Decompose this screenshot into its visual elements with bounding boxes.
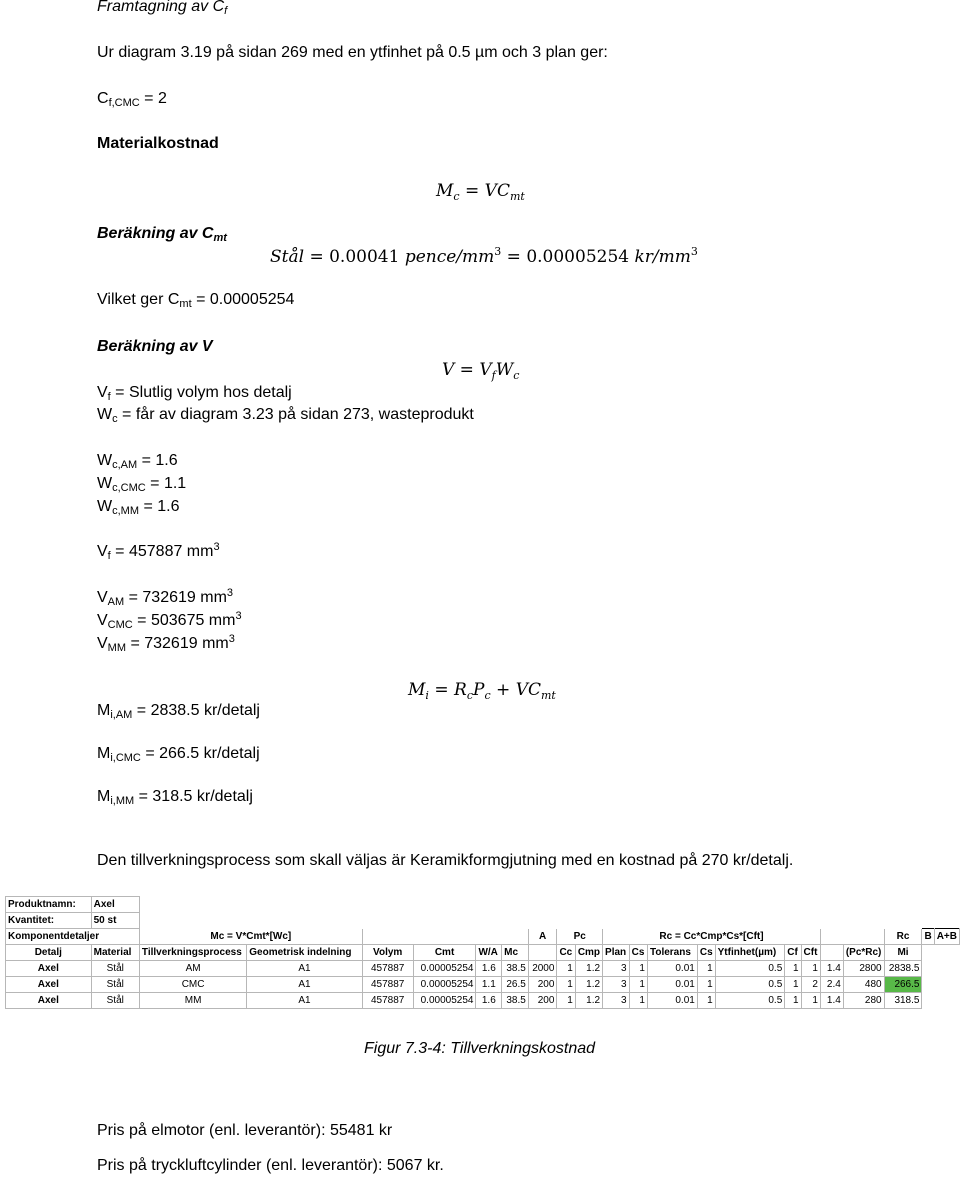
col-header: Detalj	[6, 945, 92, 961]
col-header: Cmp	[575, 945, 602, 961]
wc-am-line: $W_{c,AM} = 1.6$	[97, 452, 178, 471]
col-header: Cs	[629, 945, 647, 961]
heading-cf: Framtagning av $C_f$	[97, 0, 228, 17]
table-cell: 3	[603, 961, 630, 977]
formula-mc-text: Mc = V*Cmt*[Wc]	[139, 929, 362, 945]
table-cell: 0.01	[647, 993, 697, 1009]
col-header: Material	[91, 945, 139, 961]
table-cell: 1.4	[820, 993, 843, 1009]
formula-rc-text: Rc = Cc*Cmp*Cs*[Cft]	[603, 929, 821, 945]
table-cell: 26.5	[502, 977, 529, 993]
col-header: Cft	[801, 945, 820, 961]
formula-mc: $M_c = VC_{mt}$	[436, 181, 525, 203]
produktnamn-value: Axel	[91, 897, 139, 913]
table-cell: 200	[528, 993, 557, 1009]
table-cell: 1.4	[820, 961, 843, 977]
pris-elmotor: Pris på elmotor (enl. leverantör): 55481 kr	[97, 1122, 393, 1139]
table-cell: 0.01	[647, 977, 697, 993]
sheet-row-kvantitet	[6, 913, 960, 929]
col-header: Mi	[884, 945, 922, 961]
wc-definition: $W_c$ = får av diagram 3.23 på sidan 273, wasteprodukt	[97, 406, 474, 425]
table-cell: 3	[603, 993, 630, 1009]
vf-value-line: $V_f = 457887$ $mm^3$	[97, 541, 220, 562]
table-cell: Stål	[91, 977, 139, 993]
table-cell: 457887	[362, 977, 413, 993]
col-header: Tillverkningsprocess	[139, 945, 246, 961]
col-header: W/A	[476, 945, 502, 961]
table-cell: 1.6	[476, 961, 502, 977]
table-cell: 200	[528, 977, 557, 993]
table-cell: 2000	[528, 961, 557, 977]
mi-am-line: $M_{i,AM} = 2838.5$ kr/detalj	[97, 702, 260, 721]
kvantitet-value: 50 st	[91, 913, 139, 929]
table-cell: 1.2	[575, 977, 602, 993]
table-cell: 1.2	[575, 961, 602, 977]
mi-cmc-line: $M_{i,CMC} = 266.5$ kr/detalj	[97, 745, 260, 764]
col-header: (Pc*Rc)	[843, 945, 884, 961]
table-cell: Axel	[6, 961, 92, 977]
col-header: Ytfinhet(µm)	[715, 945, 785, 961]
table-cell: Stål	[91, 993, 139, 1009]
formula-v: $V = V_fW_c$	[442, 360, 520, 382]
cost-spreadsheet	[5, 896, 960, 1009]
berakning-v-heading: Beräkning av V	[97, 338, 213, 355]
figure-caption: Figur 7.3-4: Tillverkningskostnad	[364, 1040, 596, 1057]
sheet-row-am	[6, 961, 960, 977]
table-cell: 1.6	[476, 993, 502, 1009]
cf-cmc-line: $C_{f,CMC} = 2$	[97, 90, 167, 109]
table-cell: 38.5	[502, 993, 529, 1009]
sheet-row-cmc	[6, 977, 960, 993]
col-header: Plan	[603, 945, 630, 961]
v-am-line: $V_{AM} = 732619$ $mm^3$	[97, 587, 234, 608]
table-cell: 3	[603, 977, 630, 993]
table-cell: A1	[247, 961, 362, 977]
vilket-ger-line: Vilket ger $C_{mt} = 0.00005254$	[97, 291, 295, 310]
table-cell: 1	[557, 993, 575, 1009]
table-cell: 1	[557, 977, 575, 993]
table-cell: Axel	[6, 993, 92, 1009]
table-cell: MM	[139, 993, 246, 1009]
table-cell: 1	[801, 961, 820, 977]
table-cell: 2838.5	[884, 961, 922, 977]
ab-label: A+B	[934, 929, 959, 945]
v-cmc-line: $V_{CMC} = 503675$ $mm^3$	[97, 610, 242, 631]
table-cell: 0.5	[715, 993, 785, 1009]
table-cell: 1	[785, 977, 801, 993]
v-mm-line: $V_{MM} = 732619$ $mm^3$	[97, 633, 235, 654]
col-header: Tolerans	[647, 945, 697, 961]
table-cell: A1	[247, 993, 362, 1009]
col-header	[528, 945, 557, 961]
table-cell: 280	[843, 993, 884, 1009]
wc-cmc-line: $W_{c,CMC} = 1.1$	[97, 475, 187, 494]
a-label: A	[528, 929, 557, 945]
table-cell: 0.00005254	[413, 993, 476, 1009]
conclusion-text: Den tillverkningsprocess som skall väljas är Keramikformgjutning med en kostnad på 270 kr/detalj.	[97, 852, 794, 869]
col-header: Cc	[557, 945, 575, 961]
table-cell: 1.1	[476, 977, 502, 993]
table-cell: 2800	[843, 961, 884, 977]
col-header: Geometrisk indelning	[247, 945, 362, 961]
komponentdetaljer-label: Komponentdetaljer	[6, 929, 140, 945]
mi-mm-line: $M_{i,MM} = 318.5$ kr/detalj	[97, 788, 253, 807]
table-cell: 1	[629, 977, 647, 993]
table-cell: 0.00005254	[413, 961, 476, 977]
wc-mm-line: $W_{c,MM} = 1.6$	[97, 498, 180, 517]
sheet-row-mm	[6, 993, 960, 1009]
produktnamn-label: Produktnamn:	[6, 897, 92, 913]
table-cell: 1	[785, 961, 801, 977]
material-heading: Materialkostnad	[97, 135, 219, 152]
table-cell: 480	[843, 977, 884, 993]
col-header	[820, 945, 843, 961]
table-cell: A1	[247, 977, 362, 993]
table-cell: Stål	[91, 961, 139, 977]
col-header: Cs	[697, 945, 715, 961]
table-cell: 1	[785, 993, 801, 1009]
table-cell: AM	[139, 961, 246, 977]
table-cell: 1	[629, 961, 647, 977]
table-cell: 2	[801, 977, 820, 993]
col-header: Mc	[502, 945, 529, 961]
vf-definition: $V_f$ = Slutlig volym hos detalj	[97, 384, 292, 403]
col-header: Cmt	[413, 945, 476, 961]
table-cell: CMC	[139, 977, 246, 993]
table-cell: 1	[801, 993, 820, 1009]
table-cell: 2.4	[820, 977, 843, 993]
table-cell: 1	[697, 977, 715, 993]
table-cell: 1	[629, 993, 647, 1009]
table-cell: 0.01	[647, 961, 697, 977]
pc-label: Pc	[557, 929, 603, 945]
table-cell: Axel	[6, 977, 92, 993]
formula-mi: $M_i = R_cP_c + VC_{mt}$	[408, 680, 556, 702]
sheet-row-group-headers	[6, 929, 960, 945]
formula-stal: Stål = 0.00041 pence/$mm^3 = 0.00005254$ $kr/mm^3$	[270, 245, 698, 267]
berakning-cmt-heading: Beräkning av $C_{mt}$	[97, 225, 227, 244]
table-cell: 1	[557, 961, 575, 977]
rc-label: Rc	[884, 929, 922, 945]
col-header: Volym	[362, 945, 413, 961]
table-cell: 1.2	[575, 993, 602, 1009]
b-label: B	[922, 929, 934, 945]
table-cell: 0.00005254	[413, 977, 476, 993]
table-cell: 1	[697, 961, 715, 977]
highlighted-min-cost-cell: 266.5	[884, 977, 922, 993]
diagram-line: Ur diagram 3.19 på sidan 269 med en ytfinhet på 0.5 µm och 3 plan ger:	[97, 44, 608, 61]
table-cell: 457887	[362, 993, 413, 1009]
table-cell: 318.5	[884, 993, 922, 1009]
table-cell: 0.5	[715, 977, 785, 993]
kvantitet-label: Kvantitet:	[6, 913, 92, 929]
col-header: Cf	[785, 945, 801, 961]
table-cell: 38.5	[502, 961, 529, 977]
pris-tryckluftcylinder: Pris på tryckluftcylinder (enl. leverantör): 5067 kr.	[97, 1157, 444, 1174]
table-cell: 1	[697, 993, 715, 1009]
sheet-row-produktnamn	[6, 897, 960, 913]
table-cell: 0.5	[715, 961, 785, 977]
sheet-header-row	[6, 945, 960, 961]
table-cell: 457887	[362, 961, 413, 977]
